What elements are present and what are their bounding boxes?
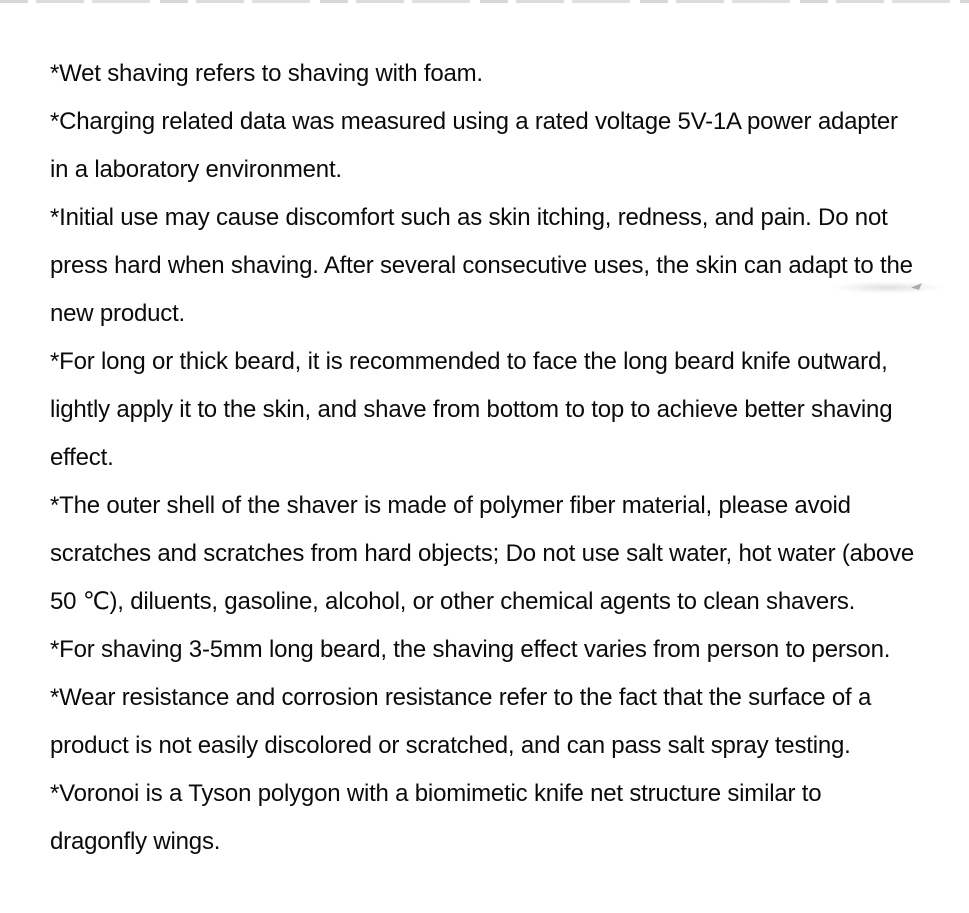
disclaimer-line: lightly apply it to the skin, and shave from bottom to top to achieve better shaving xyxy=(50,396,893,423)
cropped-text-remnant-strip xyxy=(0,0,969,3)
disclaimer-line: *Wet shaving refers to shaving with foam. xyxy=(50,60,483,87)
disclaimer-line: *Voronoi is a Tyson polygon with a biomimetic knife net structure similar to xyxy=(50,780,822,807)
disclaimer-line: new product. xyxy=(50,300,186,327)
disclaimer-line: *Wear resistance and corrosion resistance refer to the fact that the surface of a xyxy=(50,684,872,711)
disclaimer-line: *Initial use may cause discomfort such as skin itching, redness, and pain. Do not xyxy=(50,204,888,231)
disclaimer-line: press hard when shaving. After several consecutive uses, the skin can adapt to the xyxy=(50,252,913,279)
smudge-artifact xyxy=(828,281,948,294)
disclaimer-line: *For shaving 3-5mm long beard, the shaving effect varies from person to person. xyxy=(50,636,891,663)
disclaimer-line: dragonfly wings. xyxy=(50,828,221,855)
disclaimer-line: product is not easily discolored or scratched, and can pass salt spray testing. xyxy=(50,732,851,759)
disclaimer-line: in a laboratory environment. xyxy=(50,156,342,183)
disclaimer-line: *Charging related data was measured using a rated voltage 5V-1A power adapter xyxy=(50,108,898,135)
disclaimer-line: effect. xyxy=(50,444,114,471)
disclaimer-line: scratches and scratches from hard objects; Do not use salt water, hot water (above xyxy=(50,540,915,567)
disclaimer-text-block xyxy=(50,50,949,866)
disclaimer-line: *For long or thick beard, it is recommended to face the long beard knife outward, xyxy=(50,348,888,375)
disclaimer-line: *The outer shell of the shaver is made of polymer fiber material, please avoid xyxy=(50,492,851,519)
disclaimer-line: 50 ℃), diluents, gasoline, alcohol, or other chemical agents to clean shavers. xyxy=(50,588,856,615)
